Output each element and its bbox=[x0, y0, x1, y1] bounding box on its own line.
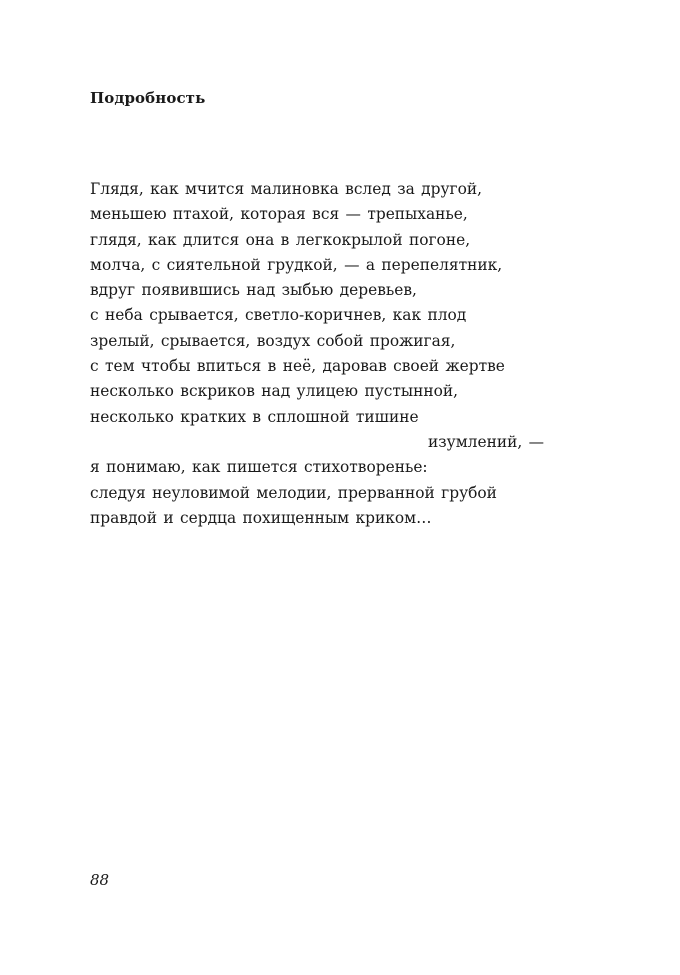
poem-line: зрелый, срывается, воздух собой прожигая, bbox=[90, 331, 456, 350]
poem-line: Глядя, как мчится малиновка вслед за другой, bbox=[90, 180, 483, 198]
poem-line: молча, с сиятельной грудкой, — а перепелятник, bbox=[90, 255, 503, 274]
poem-line: следуя неуловимой мелодии, прерванной грубой bbox=[90, 483, 497, 502]
poem-line: вдруг появившись над зыбью деревьев, bbox=[90, 281, 417, 300]
poem-line: несколько кратких в сплошной тишине bbox=[90, 407, 419, 426]
page-number: 88 bbox=[90, 871, 110, 889]
poem-line-indented: изумлений, — bbox=[428, 432, 545, 451]
poem-line: глядя, как длится она в легкокрылой погоне, bbox=[90, 230, 471, 249]
poem-line: правдой и сердца похищенным криком… bbox=[90, 508, 432, 527]
poem-title: Подробность bbox=[90, 89, 206, 107]
poem-body bbox=[90, 177, 570, 531]
poem-line: несколько вскриков над улицею пустынной, bbox=[90, 382, 459, 401]
poem-line: с тем чтобы впиться в неё, даровав своей жертве bbox=[90, 357, 505, 376]
poem-line: я понимаю, как пишется стихотворенье: bbox=[90, 458, 428, 477]
poem-line: меньшею птахой, которая вся — трепыханье, bbox=[90, 205, 468, 224]
poem-line: с неба срывается, светло-коричнев, как плод bbox=[90, 306, 467, 325]
